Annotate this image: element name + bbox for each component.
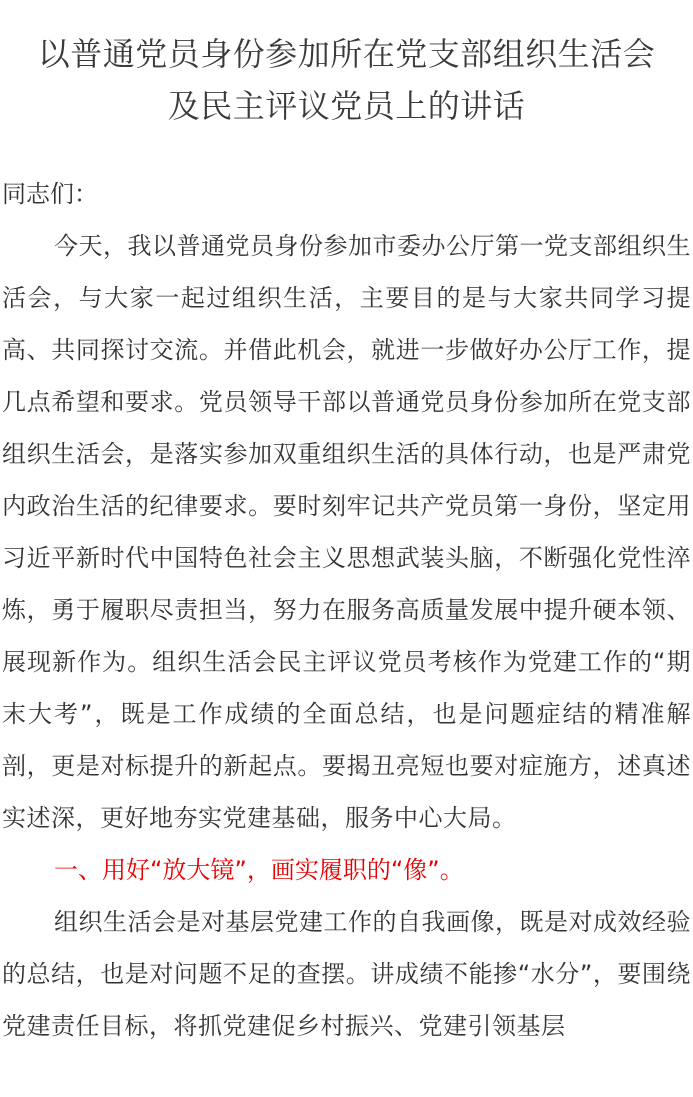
greeting: 同志们： [2,180,98,208]
title-line-2: 及民主评议党员上的讲话 [167,87,526,125]
page-title [0,0,693,132]
paragraph-1: 今天，我以普通党员身份参加市委办公厅第一党支部组织生活会，与大家一起过组织生活，主要目的是与大家共同学习提高、共同探讨交流。并借此机会，就进一步做好办公厅工作，提几点希望和要求。党员领导干部以普通党员身份参加所在党支部组织生活会，是落实参加双重组织生活的具体行动，也是严肃党内政治生活的纪律要求。要时刻牢记共产党员第一身份，坚定用习近平新时代中国特色社会主义思想武装头脑，不断强化党性淬炼，勇于履职尽责担当，努力在服务高质量发展中提升硬本领、展现新作为。组织生活会民主评议党员考核作为党建工作的“期末大考”，既是工作成绩的全面总结，也是问题症结的精准解剖，更是对标提升的新起点。要揭丑亮短也要对症施方，述真述实述深，更好地夯实党建基础，服务中心大局。 [2,232,691,832]
title-line-1: 以普通党员身份参加所在党支部组织生活会 [37,35,656,73]
paragraph-2: 组织生活会是对基层党建工作的自我画像，既是对成效经验的总结，也是对问题不足的查摆。讲成绩不能掺“水分”，要围绕党建责任目标，将抓党建促乡村振兴、党建引领基层 [2,908,691,1040]
article-body [0,168,693,1052]
section-heading-1: 一、用好“放大镜”，画实履职的“像”。 [54,856,464,884]
